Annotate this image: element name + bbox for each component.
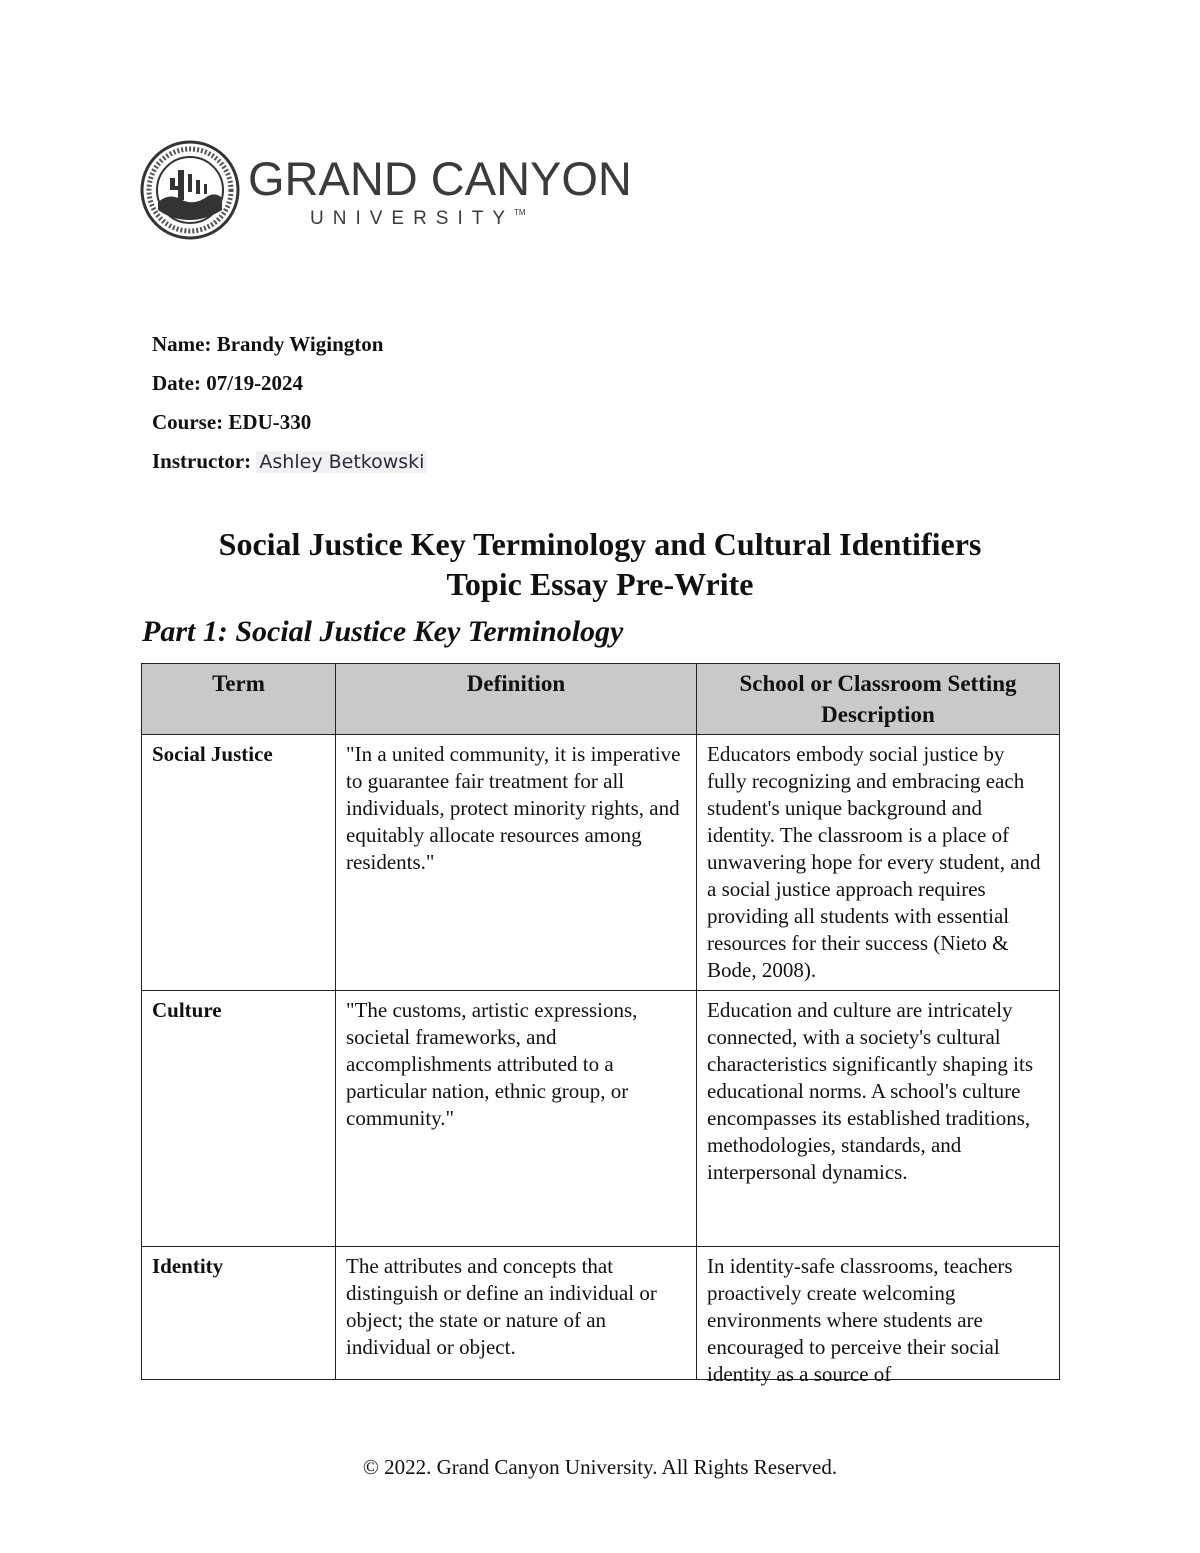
logo-wordmark-sub: UNIVERSITY™ <box>310 207 526 229</box>
header-definition: Definition <box>336 664 697 735</box>
copyright-footer: © 2022. Grand Canyon University. All Rights Reserved. <box>362 1455 838 1479</box>
name-label: Name: <box>152 332 212 356</box>
course-label: Course: <box>152 410 224 434</box>
date-line <box>152 369 427 408</box>
course-value: EDU-330 <box>228 410 312 434</box>
description-text: In identity-safe classrooms, teachers proactively create welcoming environments where students are encouraged to perceive their social identity as a source of <box>707 1254 1013 1386</box>
instructor-label: Instructor: <box>152 449 252 473</box>
term-cell: Social Justice <box>142 735 336 991</box>
table-row <box>142 735 1060 991</box>
description-cell: Education and culture are intricately connected, with a society's cultural characteristics significantly shaping its educational norms. A school's culture encompasses its established traditions, methodologies, standards, and interpersonal dynamics. <box>697 991 1060 1247</box>
terminology-table <box>141 663 1060 1386</box>
definition-cell: The attributes and concepts that distinguish or define an individual or object; the state or nature of an individual or object. <box>336 1247 697 1380</box>
university-logo <box>140 140 632 240</box>
title-line-1: Social Justice Key Terminology and Cultural Identifiers <box>218 526 982 562</box>
term-cell: Identity <box>142 1247 336 1380</box>
table-row <box>142 991 1060 1247</box>
name-value: Brandy Wigington <box>216 332 384 356</box>
name-line <box>152 330 427 369</box>
date-value: 07/19-2024 <box>206 371 304 395</box>
logo-wordmark: GRAND CANYON <box>248 151 632 205</box>
definition-cell: "In a united community, it is imperative to guarantee fair treatment for all individuals, protect minority rights, and equitably allocate resources among residents." <box>336 735 697 991</box>
trademark-mark: TM <box>514 207 526 217</box>
date-label: Date: <box>152 371 201 395</box>
description-cell: Educators embody social justice by fully recognizing and embracing each student's unique background and identity. The classroom is a place of unwavering hope for every student, and a social justice approach requires providing all students with essential resources for their success (Nieto & Bode, 2008). <box>697 735 1060 991</box>
definition-cell: "The customs, artistic expressions, societal frameworks, and accomplishments attributed to a particular nation, ethnic group, or community." <box>336 991 697 1247</box>
student-info <box>152 330 427 486</box>
instructor-value: Ashley Betkowski <box>256 451 427 473</box>
part-heading: Part 1: Social Justice Key Terminology <box>142 615 624 648</box>
document-title <box>0 524 1200 604</box>
table-header-row <box>142 664 1060 735</box>
term-cell: Culture <box>142 991 336 1247</box>
title-line-2: Topic Essay Pre-Write <box>446 566 754 602</box>
header-term: Term <box>142 664 336 735</box>
course-line <box>152 408 427 447</box>
description-cell <box>697 1247 1060 1386</box>
table-row <box>142 1247 1060 1380</box>
instructor-line <box>152 447 427 486</box>
header-description: School or Classroom Setting Description <box>697 664 1060 735</box>
university-seal-icon <box>140 140 240 240</box>
